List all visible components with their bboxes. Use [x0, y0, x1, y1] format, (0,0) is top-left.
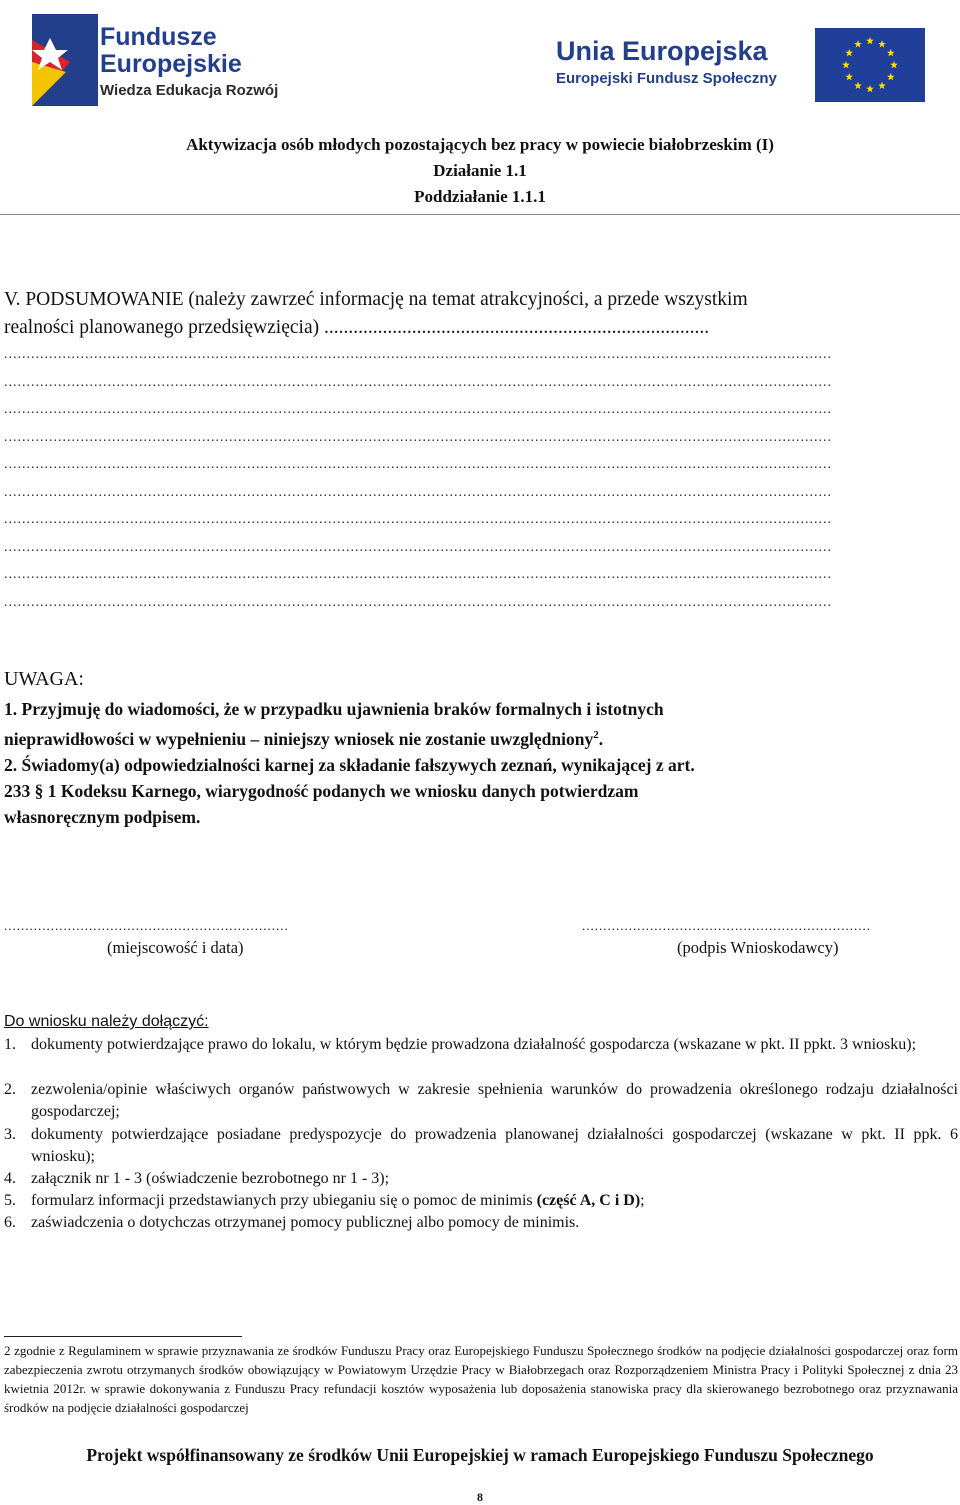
attachment-item-2 — [4, 1079, 958, 1123]
signature-field[interactable]: .................................................................... — [582, 918, 871, 933]
fe-logo-line2: Europejskie — [100, 50, 242, 78]
eu-flag-icon — [815, 28, 925, 102]
summary-dot-line[interactable]: ........................................................................................................................................................................................ — [4, 485, 832, 500]
header-divider — [0, 214, 960, 215]
summary-dot-line[interactable]: ........................................................................................................................................................................................ — [4, 540, 832, 555]
attachment-text: załącznik nr 1 - 3 (oświadczenie bezrobotnego nr 1 - 3); — [31, 1170, 390, 1187]
place-date-field[interactable]: ................................................................... — [4, 918, 289, 933]
section-v-title: V. PODSUMOWANIE (należy zawrzeć informację na temat atrakcyjności, a przede wszystkim — [4, 289, 748, 310]
declaration-2-line1: 2. Świadomy(a) odpowiedzialności karnej za składanie fałszywych zeznań, wynikającej z art. — [4, 755, 695, 775]
project-action: Działanie 1.1 — [433, 161, 527, 180]
footnote-separator — [4, 1336, 242, 1337]
attachment-text: zaświadczenia o dotychczas otrzymanej pomocy publicznej albo pomocy de minimis. — [31, 1214, 580, 1231]
summary-dot-line[interactable]: ........................................................................................................................................................................................ — [4, 430, 832, 445]
attachment-num: 3. — [4, 1126, 16, 1143]
attachment-num: 6. — [4, 1214, 16, 1231]
place-date-caption: (miejscowość i data) — [107, 938, 244, 957]
summary-dot-line[interactable]: ........................................................................................................................................................................................ — [4, 513, 832, 527]
attachment-item-4 — [4, 1168, 958, 1190]
attachment-num: 2. — [4, 1081, 16, 1098]
cofunding-statement: Projekt współfinansowany ze środków Unii Europejskiej w ramach Europejskiego Funduszu Społecznego — [86, 1445, 874, 1465]
attachment-num: 5. — [4, 1192, 16, 1209]
attachment-text: zezwolenia/opinie właściwych organów państwowych w zakresie spełnienia warunków do prowadzenia określonego rodzaju działalności gospodarczej; — [31, 1081, 958, 1120]
attachment-text: dokumenty potwierdzające posiadane predyspozycje do prowadzenia planowanej działalności gospodarczej (wskazane w pkt. II ppk. 6 wniosku); — [31, 1126, 958, 1165]
summary-dot-line[interactable]: ........................................................................................................................................................................................ — [4, 375, 832, 390]
declaration-1-line2 — [4, 722, 956, 752]
attachment-text-a: formularz informacji przedstawianych przy ubieganiu się o pomoc de minimis — [31, 1192, 537, 1209]
attachment-num: 4. — [4, 1170, 16, 1187]
summary-dot-line[interactable]: ........................................................................................................................................................................................ — [4, 458, 832, 472]
summary-dot-line[interactable]: ........................................................................................................................................................................................ — [4, 595, 832, 610]
fe-star-flag-icon — [30, 10, 100, 110]
ue-logo-text — [556, 36, 777, 87]
attachment-item-5 — [4, 1190, 958, 1212]
declaration-2-line3: własnoręcznym podpisem. — [4, 807, 201, 827]
attachment-item-6 — [4, 1212, 958, 1234]
ue-logo-line1: Unia Europejska — [556, 36, 768, 66]
footnote-ref: 2 — [593, 729, 599, 741]
footnote: 2 zgodnie z Regulaminem w sprawie przyznawania ze środków Funduszu Pracy oraz Europejskiego Funduszu Społecznego środków na podjęcie działalności gospodarczej oraz form zabezpieczenia zwrotu otrzymanych środków obowiązujący w Powiatowym Urzędzie Pracy w Białobrzegach oraz Rozporządzeniem Ministra Pracy i Polityki Społecznej z dnia 23 kwietnia 2012r. w sprawie dokonywania z Funduszu Pracy refundacji kosztów wyposażenia lub doposażenia stanowiska pracy dla skierowanego bezrobotnego oraz przyznawania środków na podjęcie działalności gospodarczej — [4, 1343, 958, 1415]
attachment-text-bold: (część A, C i D) — [536, 1192, 641, 1209]
attachment-item-1 — [4, 1034, 958, 1056]
declaration-2-line2: 233 § 1 Kodeksu Karnego, wiarygodność podanych we wniosku danych potwierdzam — [4, 781, 639, 801]
ue-logo-line2: Europejski Fundusz Społeczny — [556, 70, 777, 87]
attachment-text-c: ; — [640, 1192, 645, 1209]
declaration-1-text: nieprawidłowości w wypełnieniu – niniejszy wniosek nie zostanie uwzględniony — [4, 728, 594, 749]
project-subaction: Poddziałanie 1.1.1 — [414, 187, 546, 206]
attachment-item-3 — [4, 1124, 958, 1168]
section-v-title-cont: realności planowanego przedsięwzięcia) ............................................................................... — [4, 317, 710, 338]
page-number: 8 — [477, 1490, 483, 1504]
attachments-heading: Do wniosku należy dołączyć: — [4, 1013, 209, 1030]
summary-dot-line[interactable]: ........................................................................................................................................................................................ — [4, 568, 832, 582]
project-title: Aktywizacja osób młodych pozostających bez pracy w powiecie białobrzeskim (I) — [186, 135, 774, 154]
fe-logo-line3: Wiedza Edukacja Rozwój — [100, 82, 279, 99]
summary-dot-line[interactable]: ........................................................................................................................................................................................ — [4, 403, 832, 417]
signature-caption: (podpis Wnioskodawcy) — [677, 938, 839, 957]
attachment-text — [31, 1190, 958, 1212]
attachment-num: 1. — [4, 1036, 16, 1053]
attachment-text: dokumenty potwierdzające prawo do lokalu, w którym będzie prowadzona działalność gospodarcza (wskazane w pkt. II ppkt. 3 wniosku); — [31, 1036, 917, 1053]
declaration-1-end: . — [598, 728, 604, 749]
uwaga-heading: UWAGA: — [4, 668, 84, 690]
fe-logo-text — [100, 24, 278, 99]
declaration-1-line1: 1. Przyjmuję do wiadomości, że w przypadku ujawnienia braków formalnych i istotnych — [4, 699, 664, 719]
fe-logo-line1: Fundusze — [100, 23, 217, 51]
summary-dot-line[interactable]: ........................................................................................................................................................................................ — [4, 348, 832, 362]
